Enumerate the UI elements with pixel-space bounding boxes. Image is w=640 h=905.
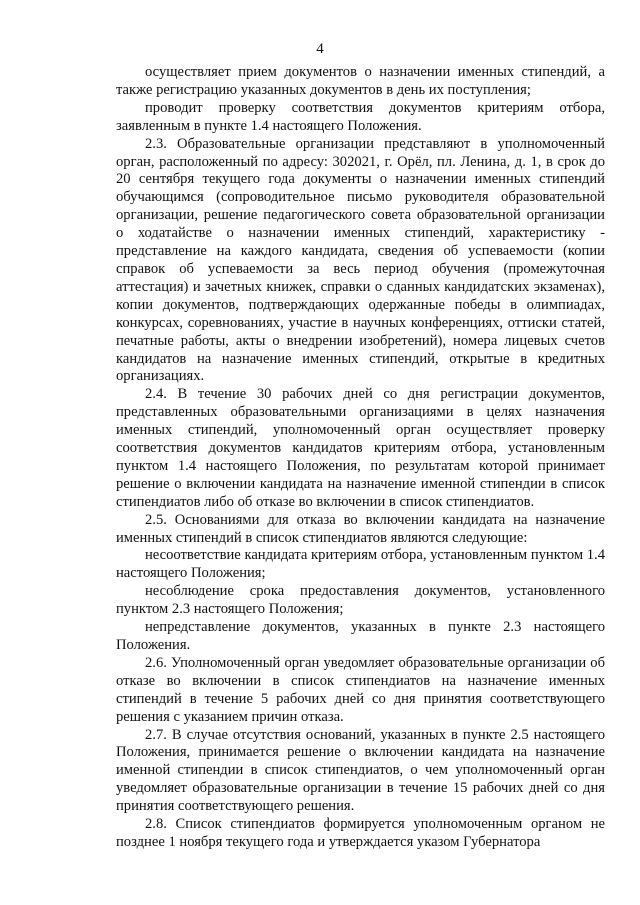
paragraph: несоблюдение срока предоставления документов, установленного пунктом 2.3 настоящего Положения;: [116, 583, 605, 618]
paragraph: осуществляет прием документов о назначении именных стипендий, а также регистрацию указанных документов в день их поступления;: [116, 64, 605, 98]
paragraph: 2.8. Список стипендиатов формируется уполномоченным органом не позднее 1 ноября текущего года и утверждается указом Губернатора: [116, 816, 605, 850]
paragraph: непредставление документов, указанных в пункте 2.3 настоящего Положения.: [116, 619, 605, 653]
document-body: [116, 64, 605, 852]
page-number: 4: [316, 41, 324, 57]
paragraph: 2.4. В течение 30 рабочих дней со дня регистрации документов, представленных образовательными организациями в целях назначения именных стипендий, уполномоченный орган осуществляет проверку соответствия документов кандидатов критериям отбора, установленным пунктом 1.4 настоящего Положения, по результатам которой принимает решение о включении кандидата на назначение именной стипендии в список стипендиатов либо об отказе во включении в список стипендиатов.: [116, 386, 605, 510]
paragraph: 2.5. Основаниями для отказа во включении кандидата на назначение именных стипендий в список стипендиатов являются следующие:: [116, 511, 605, 546]
paragraph: 2.6. Уполномоченный орган уведомляет образовательные организации об отказе во включении в список стипендиатов на назначение именных стипендий в течение 5 рабочих дней со дня принятия соответствующего решения с указанием причин отказа.: [116, 654, 605, 725]
paragraph: 2.7. В случае отсутствия оснований, указанных в пункте 2.5 настоящего Положения, принимается решение о включении кандидата на назначение именной стипендии в список стипендиатов, о чем уполномоченный орган уведомляет образовательные организации в течение 15 рабочих дней со дня принятия соответствующего решения.: [116, 726, 605, 815]
paragraph: несоответствие кандидата критериям отбора, установленным пунктом 1.4 настоящего Положения;: [116, 547, 605, 582]
paragraph: проводит проверку соответствия документов критериям отбора, заявленным в пункте 1.4 настоящего Положения.: [116, 99, 605, 134]
paragraph: 2.3. Образовательные организации представляют в уполномоченный орган, расположенный по адресу: 302021, г. Орёл, пл. Ленина, д. 1, в срок до 20 сентября текущего года документы о назначении именных стипендий обучающимся (сопроводительное письмо руководителя образовательной организации, решение педагогического совета образовательной организации о ходатайстве о назначении именных стипендий, характеристику - представление на каждого кандидата, сведения об успеваемости (копии справок об успеваемости за весь период обучения (промежуточная аттестация) и зачетных книжек, справки о сданных кандидатских экзаменах), копии документов, подтверждающих одержанные победы в олимпиадах, конкурсах, соревнованиях, участие в научных конференциях, оттиски статей, печатные работы, акты о внедрении изобретений), номера лицевых счетов кандидатов на назначение именных стипендий, открытые в кредитных организациях.: [116, 135, 605, 385]
